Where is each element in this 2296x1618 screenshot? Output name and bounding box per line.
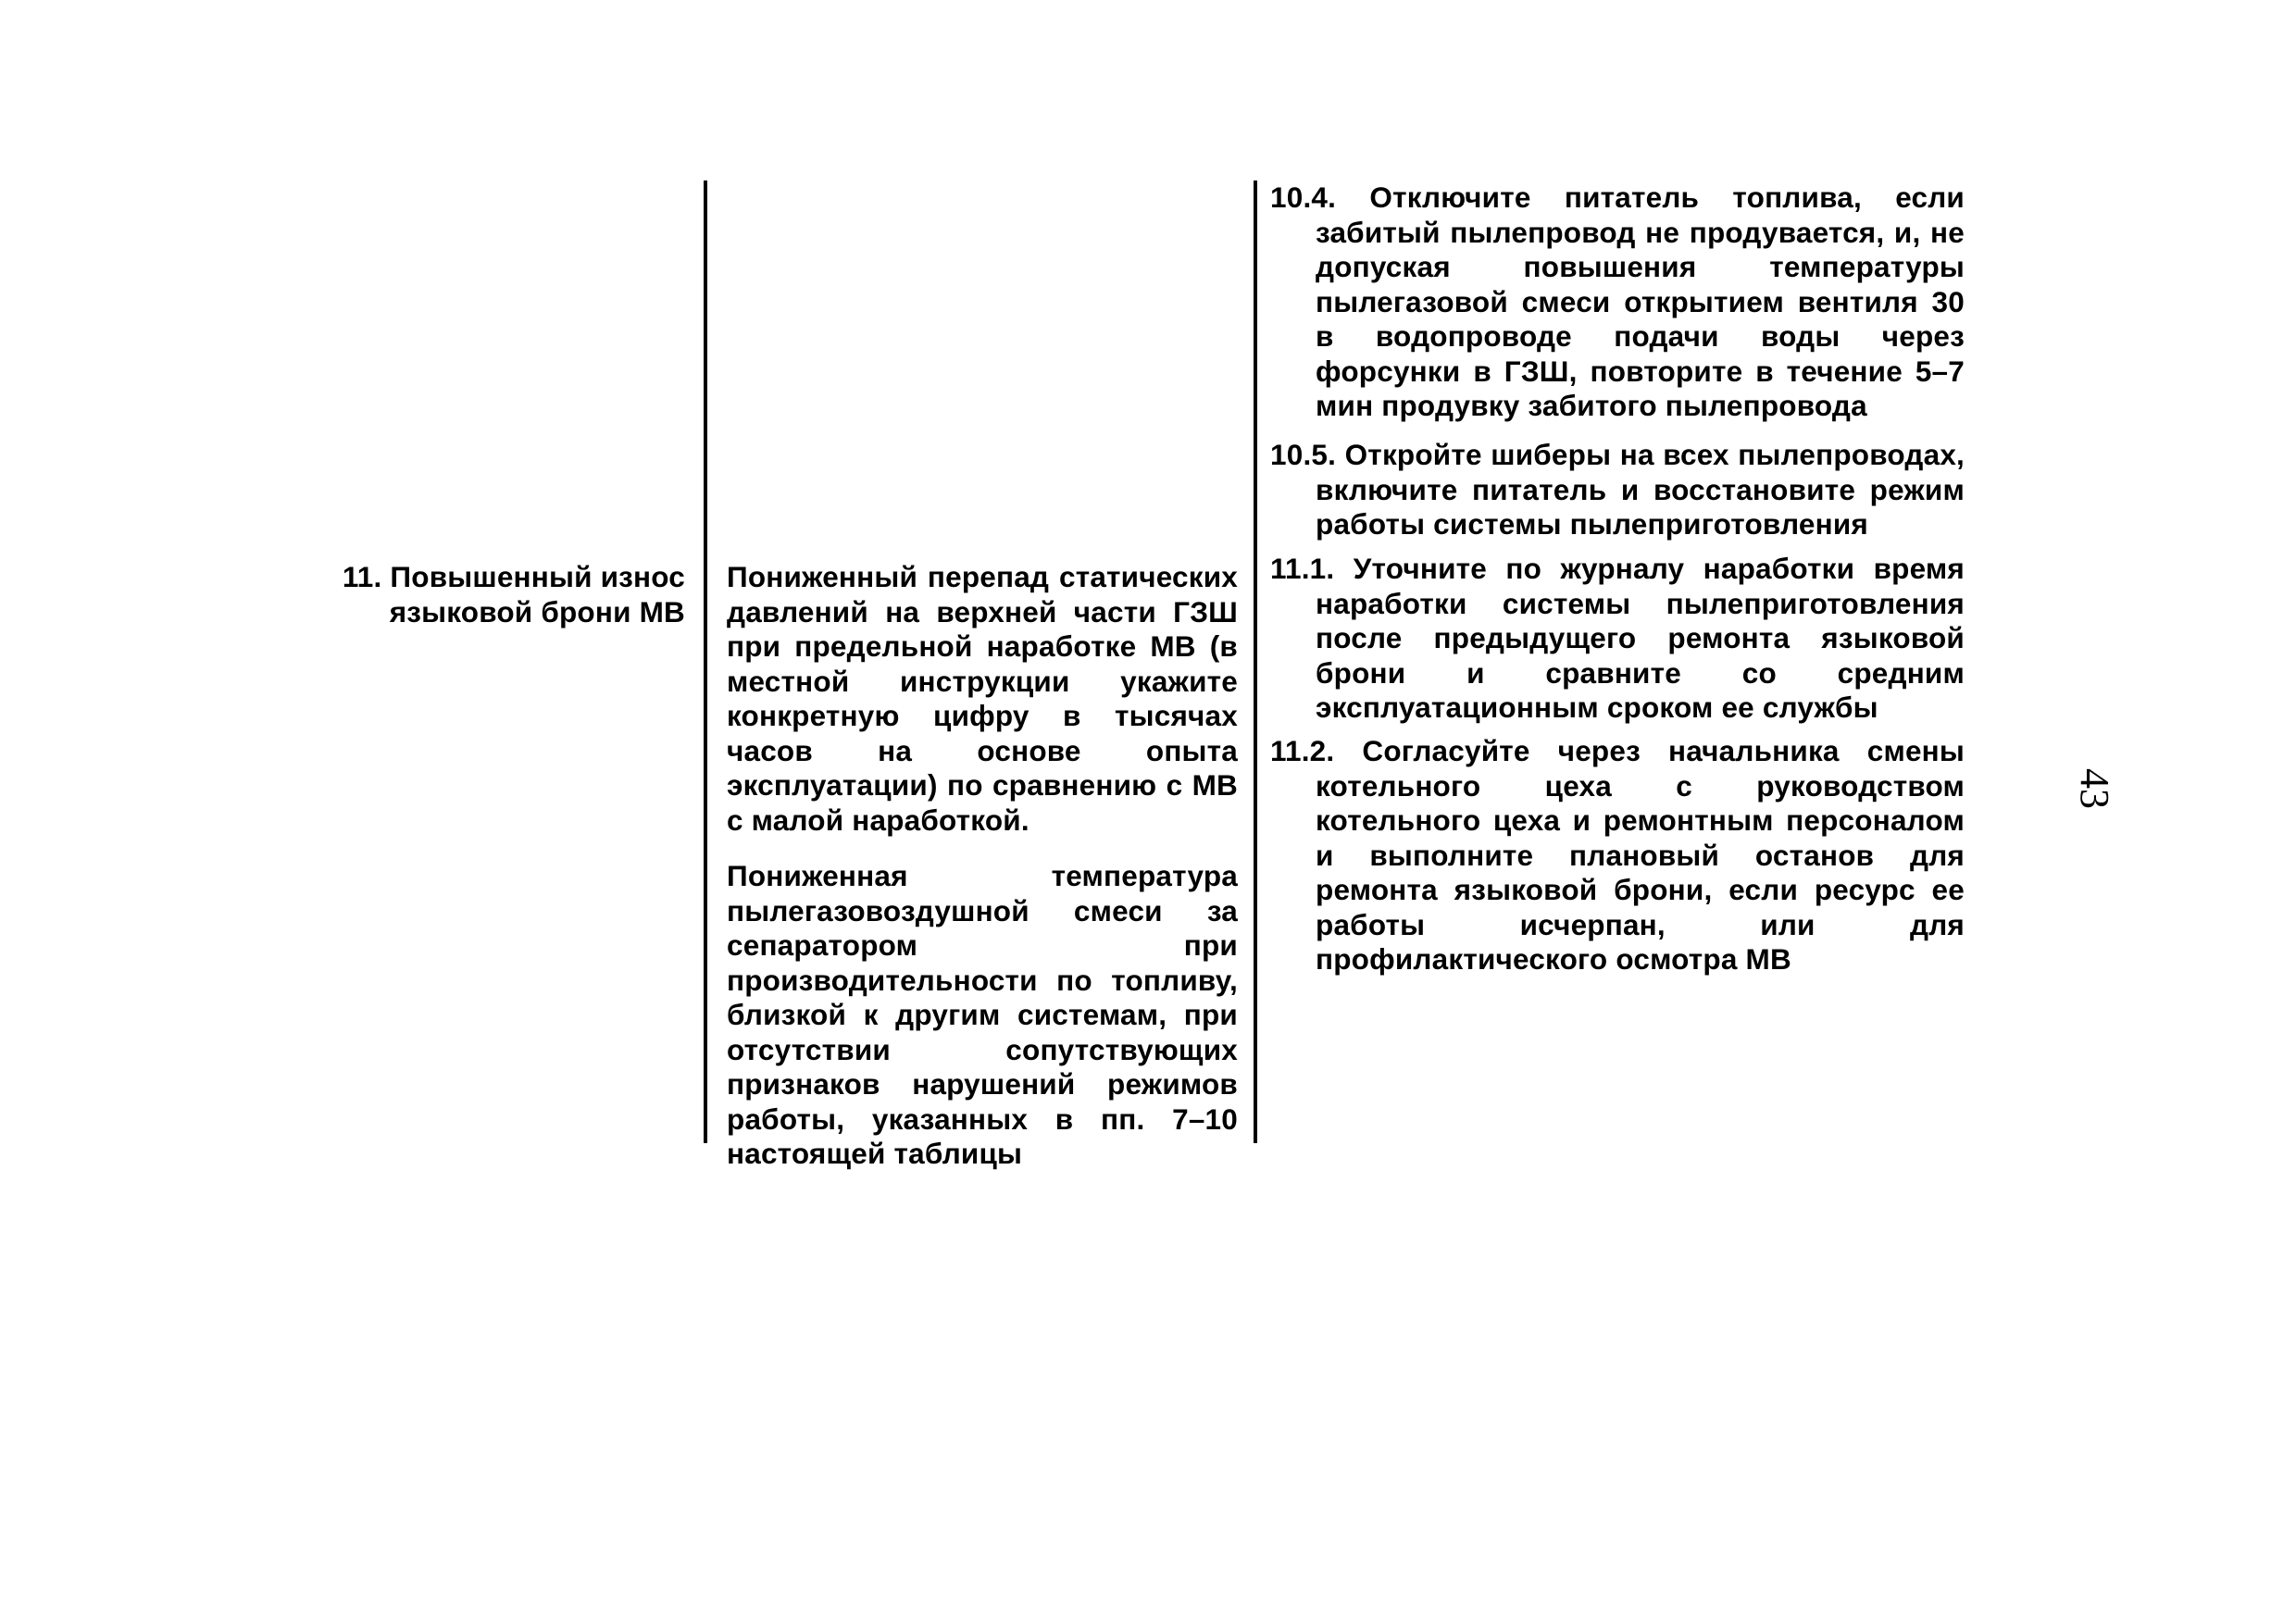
action-number: 10.5. [1270,438,1337,471]
action-text: Уточните по журналу наработки время наработки системы пылеприготовления после предыдущего ремонта языковой брони и сравните со средним эксплуатационным сроком ее службы [1316,552,1965,724]
action-text: Отключите питатель топлива, если забитый пылепровод не продувается, и, не допуская повышения температуры пылегазовой смеси открытием вентиля 30 в водопроводе подачи воды через форсунки в ГЗШ, повторите в течение 5–7 мин продувку забитого пылепровода [1316,180,1965,422]
action-item [1270,734,1965,977]
action-text: Откройте шиберы на всех пылепроводах, включите питатель и восстановите режим работы системы пылеприготовления [1316,438,1965,541]
symptom-paragraph: Пониженная температура пылегазовоздушной смеси за сепаратором при производительности по топливу, близкой к другим системам, при отсутствии сопутствующих признаков нарушений режимов работы, указанных в пп. 7–10 настоящей таблицы [727,859,1238,1170]
action-item [1270,180,1965,424]
column-divider-left [704,180,707,1143]
column-divider-right [1254,180,1257,1143]
action-text: Согласуйте через начальника смены котельного цеха с руководством котельного цеха и ремонтным персоналом и выполните плановый останов для ремонта языковой брони, если ресурс ее работы исчерпан, или для профилактического осмотра МВ [1316,734,1965,976]
page-number: 43 [2072,768,2117,809]
action-number: 11.2. [1270,734,1335,767]
action-item [1270,438,1965,542]
action-number: 11.1. [1270,552,1335,585]
symptom-paragraph: Пониженный перепад статических давлений на верхней части ГЗШ при предельной наработке МВ (в местной инструкции укажите конкретную цифру в тысячах часов на основе опыта эксплуатации) по сравнению с МВ с малой наработкой. [727,560,1238,837]
action-item [1270,552,1965,726]
fault-cell [306,560,685,629]
fault-text: 11. Повышенный износ языковой брони МВ [342,560,685,629]
action-number: 10.4. [1270,180,1337,214]
